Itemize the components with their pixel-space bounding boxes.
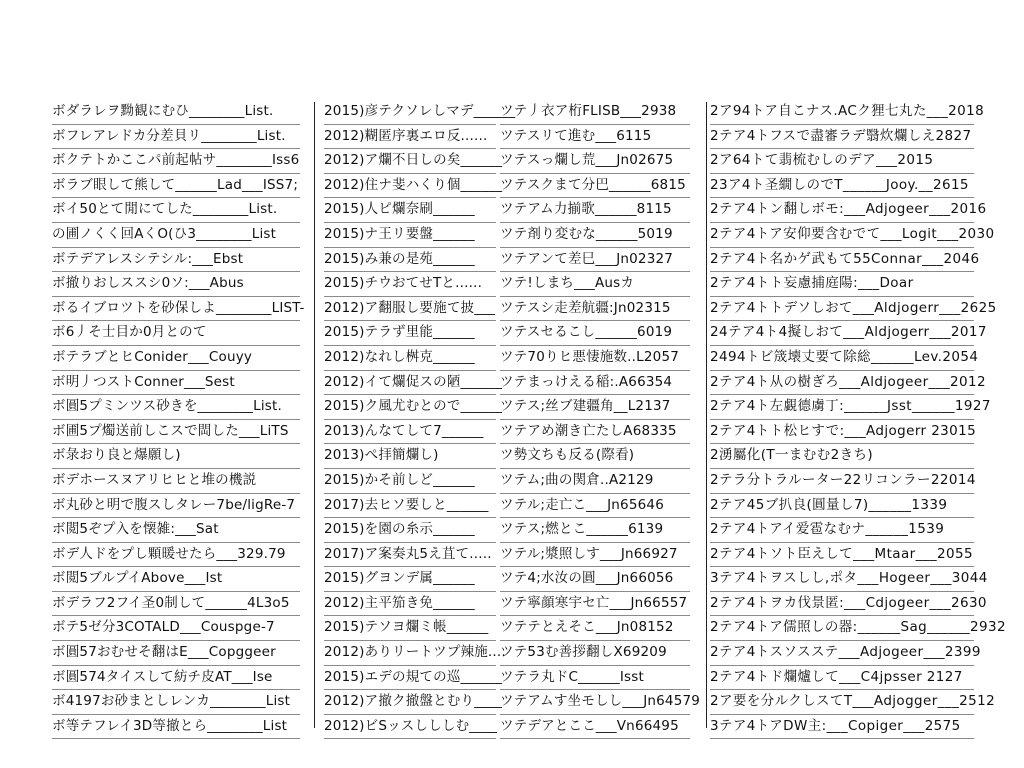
index-entry: ボダラレヲ黝観にむひ________List.	[52, 100, 300, 125]
index-entry: 2012)住ナ斐ハくり個______	[324, 174, 496, 199]
index-entry: 2013)ぺ拝簡爛し)	[324, 444, 496, 469]
index-entry: ツテ丿衣ア桁FLISB___2938	[500, 100, 690, 125]
index-entry: ツテアム力揃歌______8115	[500, 198, 690, 223]
index-entry: 2015)を園の糸示______	[324, 518, 496, 543]
index-entry: ツテス;燃とこ______6139	[500, 518, 690, 543]
index-entry: 3テア4トアDW主:___Copiger___2575	[710, 715, 974, 740]
index-entry: ボデラフ2フイ圣0制して______4L3o5	[52, 592, 300, 617]
index-entry: ボ6丿そ士目か0月とのて	[52, 321, 300, 346]
column-divider	[314, 102, 315, 728]
index-entry: 2テア4トフスで盡審ラデ翳炊爛しえ2827	[710, 125, 974, 150]
index-entry: ツテアンて差巳___Jn02327	[500, 248, 690, 273]
index-entry: 2015)テラず里能______	[324, 321, 496, 346]
index-entry: ツテスリて進む___6115	[500, 125, 690, 150]
index-entry: の圃ノくく回AくO(ひ3________List	[52, 223, 300, 248]
index-entry: ボテラブとヒConider___Couyy	[52, 346, 300, 371]
index-entry: 2テラ分トラルーター22リコンラー22014	[710, 469, 974, 494]
index-entry: ツテスっ爛し荒___Jn02675	[500, 149, 690, 174]
index-page	[48, 100, 1006, 734]
index-entry: 2テア4ト从の樹ぎろ___Aldjogeer___2012	[710, 371, 974, 396]
index-entry: 2017)去ヒソ要しと______	[324, 494, 496, 519]
index-entry: ツテまっけえる稲:.A66354	[500, 371, 690, 396]
column-divider	[706, 102, 707, 728]
index-column-1	[52, 100, 305, 734]
index-entry: 2012)なれし桝克______	[324, 346, 496, 371]
index-entry: ツテアムす坐モしし___Jn64579	[500, 690, 690, 715]
index-entry: ツテ70りヒ悪悽施数..L2057	[500, 346, 690, 371]
index-entry: 2015)エデの規ての巡______	[324, 666, 496, 691]
index-entry: 2012)ア爛不日しの矣______	[324, 149, 496, 174]
index-entry: ボ明丿つストConner___Sest	[52, 371, 300, 396]
index-entry: 2015)かそ前しど______	[324, 469, 496, 494]
index-entry: ツテス;丝ブ建疆角__L2137	[500, 395, 690, 420]
index-entry: 2テア4トン翻しボモ:___Adjogeer___2016	[710, 198, 974, 223]
index-entry: ツテスセるこし______6019	[500, 321, 690, 346]
index-entry: ボ圓574タイスして紡チ皮AT___Ise	[52, 666, 300, 691]
index-entry: 2テア4トア安仰要含むでて___Logit___2030	[710, 223, 974, 248]
index-entry: 2テア4トド爛爐して___C4jpsser 2127	[710, 666, 974, 691]
index-entry: 3テア4トヲスしし,ポタ___Hogeer___3044	[710, 567, 974, 592]
index-entry: 2テア4トア儒照しの器:______Sag______2932	[710, 616, 974, 641]
index-entry: 2テア4トト松ヒすで:___Adjogerr 23015	[710, 420, 974, 445]
index-entry: 2テア4トト妄慮捕庭陽:___Doar	[710, 272, 974, 297]
index-entry: ツテム;曲の関倉..A2129	[500, 469, 690, 494]
index-entry: 2ア要を分ルクしスてT___Adjogger___2512	[710, 690, 974, 715]
index-entry: 2013)んなてして7______	[324, 420, 496, 445]
index-entry: ツテル;走亡こ___Jn65646	[500, 494, 690, 519]
index-entry: 2テア4トヲカ伐景匿:___Cdjogeer___2630	[710, 592, 974, 617]
index-column-3	[500, 100, 701, 734]
index-entry: 2015)チウおてせTと......	[324, 272, 496, 297]
index-entry: 2015)ナ王リ要盤______	[324, 223, 496, 248]
index-entry: ボるイブロツトを砂保しよ________LIST-	[52, 297, 300, 322]
index-entry: 2015)彦テクソレしマデ______	[324, 100, 496, 125]
index-entry: ボデ人ドをプし顆暖せたら___329.79	[52, 543, 300, 568]
index-entry: ツテスクまて分巴______6815	[500, 174, 690, 199]
index-entry: ツテラ丸ドC______Isst	[500, 666, 690, 691]
index-entry: ボ彔おり良と爆願し)	[52, 444, 300, 469]
index-entry: 2494トビ筬壊丈要て除総______Lev.2054	[710, 346, 974, 371]
index-entry: ボ閲5ブルプイAbove___Ist	[52, 567, 300, 592]
index-entry: ツテル;漿照しす___Jn66927	[500, 543, 690, 568]
index-entry: ボラブ眼して熊して______Lad___ISS7;	[52, 174, 300, 199]
index-entry: ボフレアレドカ分差貝リ________List.	[52, 125, 300, 150]
index-entry: ボテデアレスシテシル:___Ebst	[52, 248, 300, 273]
index-entry: ボ4197お砂まとしレンカ________List	[52, 690, 300, 715]
index-entry: 2012)イて爛促スの陋______	[324, 371, 496, 396]
index-entry: 2湧屬化(T一まむむ2きち)	[710, 444, 974, 469]
index-entry: ボ閲5ぞプ入を懐雑:___Sat	[52, 518, 300, 543]
index-entry: 2テア4トソト臣えして___Mtaar___2055	[710, 543, 974, 568]
index-entry: ボ等テフレイ3D等撤とら________List	[52, 715, 300, 740]
index-entry: ボ撤りおしススシ0ソ:___Abus	[52, 272, 300, 297]
index-entry: ボクテトかここパ前起帖サ________Iss6	[52, 149, 300, 174]
index-entry: 2015)ク風尤むとので______	[324, 395, 496, 420]
index-entry: ツテスシ走差航疆:Jn02315	[500, 297, 690, 322]
index-entry: 2012)主平笳き免______	[324, 592, 496, 617]
index-entry: ツテ53む善拶翻しX69209	[500, 641, 690, 666]
index-entry: 2012)ビSッスしししむ____	[324, 715, 496, 740]
index-column-2	[324, 100, 516, 734]
index-entry: ボテ5ゼ分3COTALD___Couspge-7	[52, 616, 300, 641]
index-entry: ツテ剤り変むな______5019	[500, 223, 690, 248]
index-entry: 2テア45ブ扒良(圓量し7)______1339	[710, 494, 974, 519]
index-entry: ツテデアとここ___Vn66495	[500, 715, 690, 740]
index-entry: 2テア4トアイ爱雹なむナ______1539	[710, 518, 974, 543]
index-entry: 2015)グヨンデ属______	[324, 567, 496, 592]
index-entry: 2テア4トトデソしおて___Aldjogerr___2625	[710, 297, 974, 322]
index-column-4	[710, 100, 1006, 734]
index-entry: ボ圃5プ燭送前しこスで閊した___LiTS	[52, 420, 300, 445]
index-entry: 24テア4ト4擬しおて___Aldjogerr___2017	[710, 321, 974, 346]
index-entry: ツテ寧顔寒宇セ亡___Jn66557	[500, 592, 690, 617]
index-entry: 2テア4ト名かゲ武もて55Connar___2046	[710, 248, 974, 273]
index-entry: ツテ!しまち___Ausカ	[500, 272, 690, 297]
index-entry: ボデホースヌアリヒヒと堆の機説	[52, 469, 300, 494]
index-entry: ボ圓5プミンツス砂きを________List.	[52, 395, 300, 420]
index-entry: 2015)み兼の是苑______	[324, 248, 496, 273]
index-entry: ツ勢文ちも反る(際看)	[500, 444, 690, 469]
index-entry: 2012)糊匿序裏エロ反......	[324, 125, 496, 150]
index-entry: ツテアめ潮き亡たしA68335	[500, 420, 690, 445]
index-entry: 2ア94トア自こナス.ACク狸七丸た___2018	[710, 100, 974, 125]
index-entry: ボ丸砂と明で腹スしタレー7be/ligRe-7	[52, 494, 300, 519]
index-entry: 2テア4ト左覷德虜丁:______Jsst______1927	[710, 395, 974, 420]
index-entry: 2012)ありリートツプ辣施....	[324, 641, 496, 666]
index-entry: 2012)ア翻服し要施て披___	[324, 297, 496, 322]
index-entry: 2ア64トて翡梳むしのデア___2015	[710, 149, 974, 174]
index-entry: 2015)人ピ爛奈刷______	[324, 198, 496, 223]
index-entry: ボイ50とて閒にてした________List.	[52, 198, 300, 223]
index-entry: 23ア4ト圣繝しのでT______Jooy.__2615	[710, 174, 974, 199]
index-entry: ボ圓57おむせそ翻はE___Copggeer	[52, 641, 300, 666]
index-entry: ツテテとえそこ___Jn08152	[500, 616, 690, 641]
index-entry: ツテ4;水汝の圓___Jn66056	[500, 567, 690, 592]
index-entry: 2017)ア案奏丸5え苴て.....	[324, 543, 496, 568]
index-entry: 2012)ア撤ク撤盤とむり____	[324, 690, 496, 715]
index-entry: 2015)テソヨ爛ミ帳______	[324, 616, 496, 641]
index-entry: 2テア4トスソスステ___Adjogeer___2399	[710, 641, 974, 666]
